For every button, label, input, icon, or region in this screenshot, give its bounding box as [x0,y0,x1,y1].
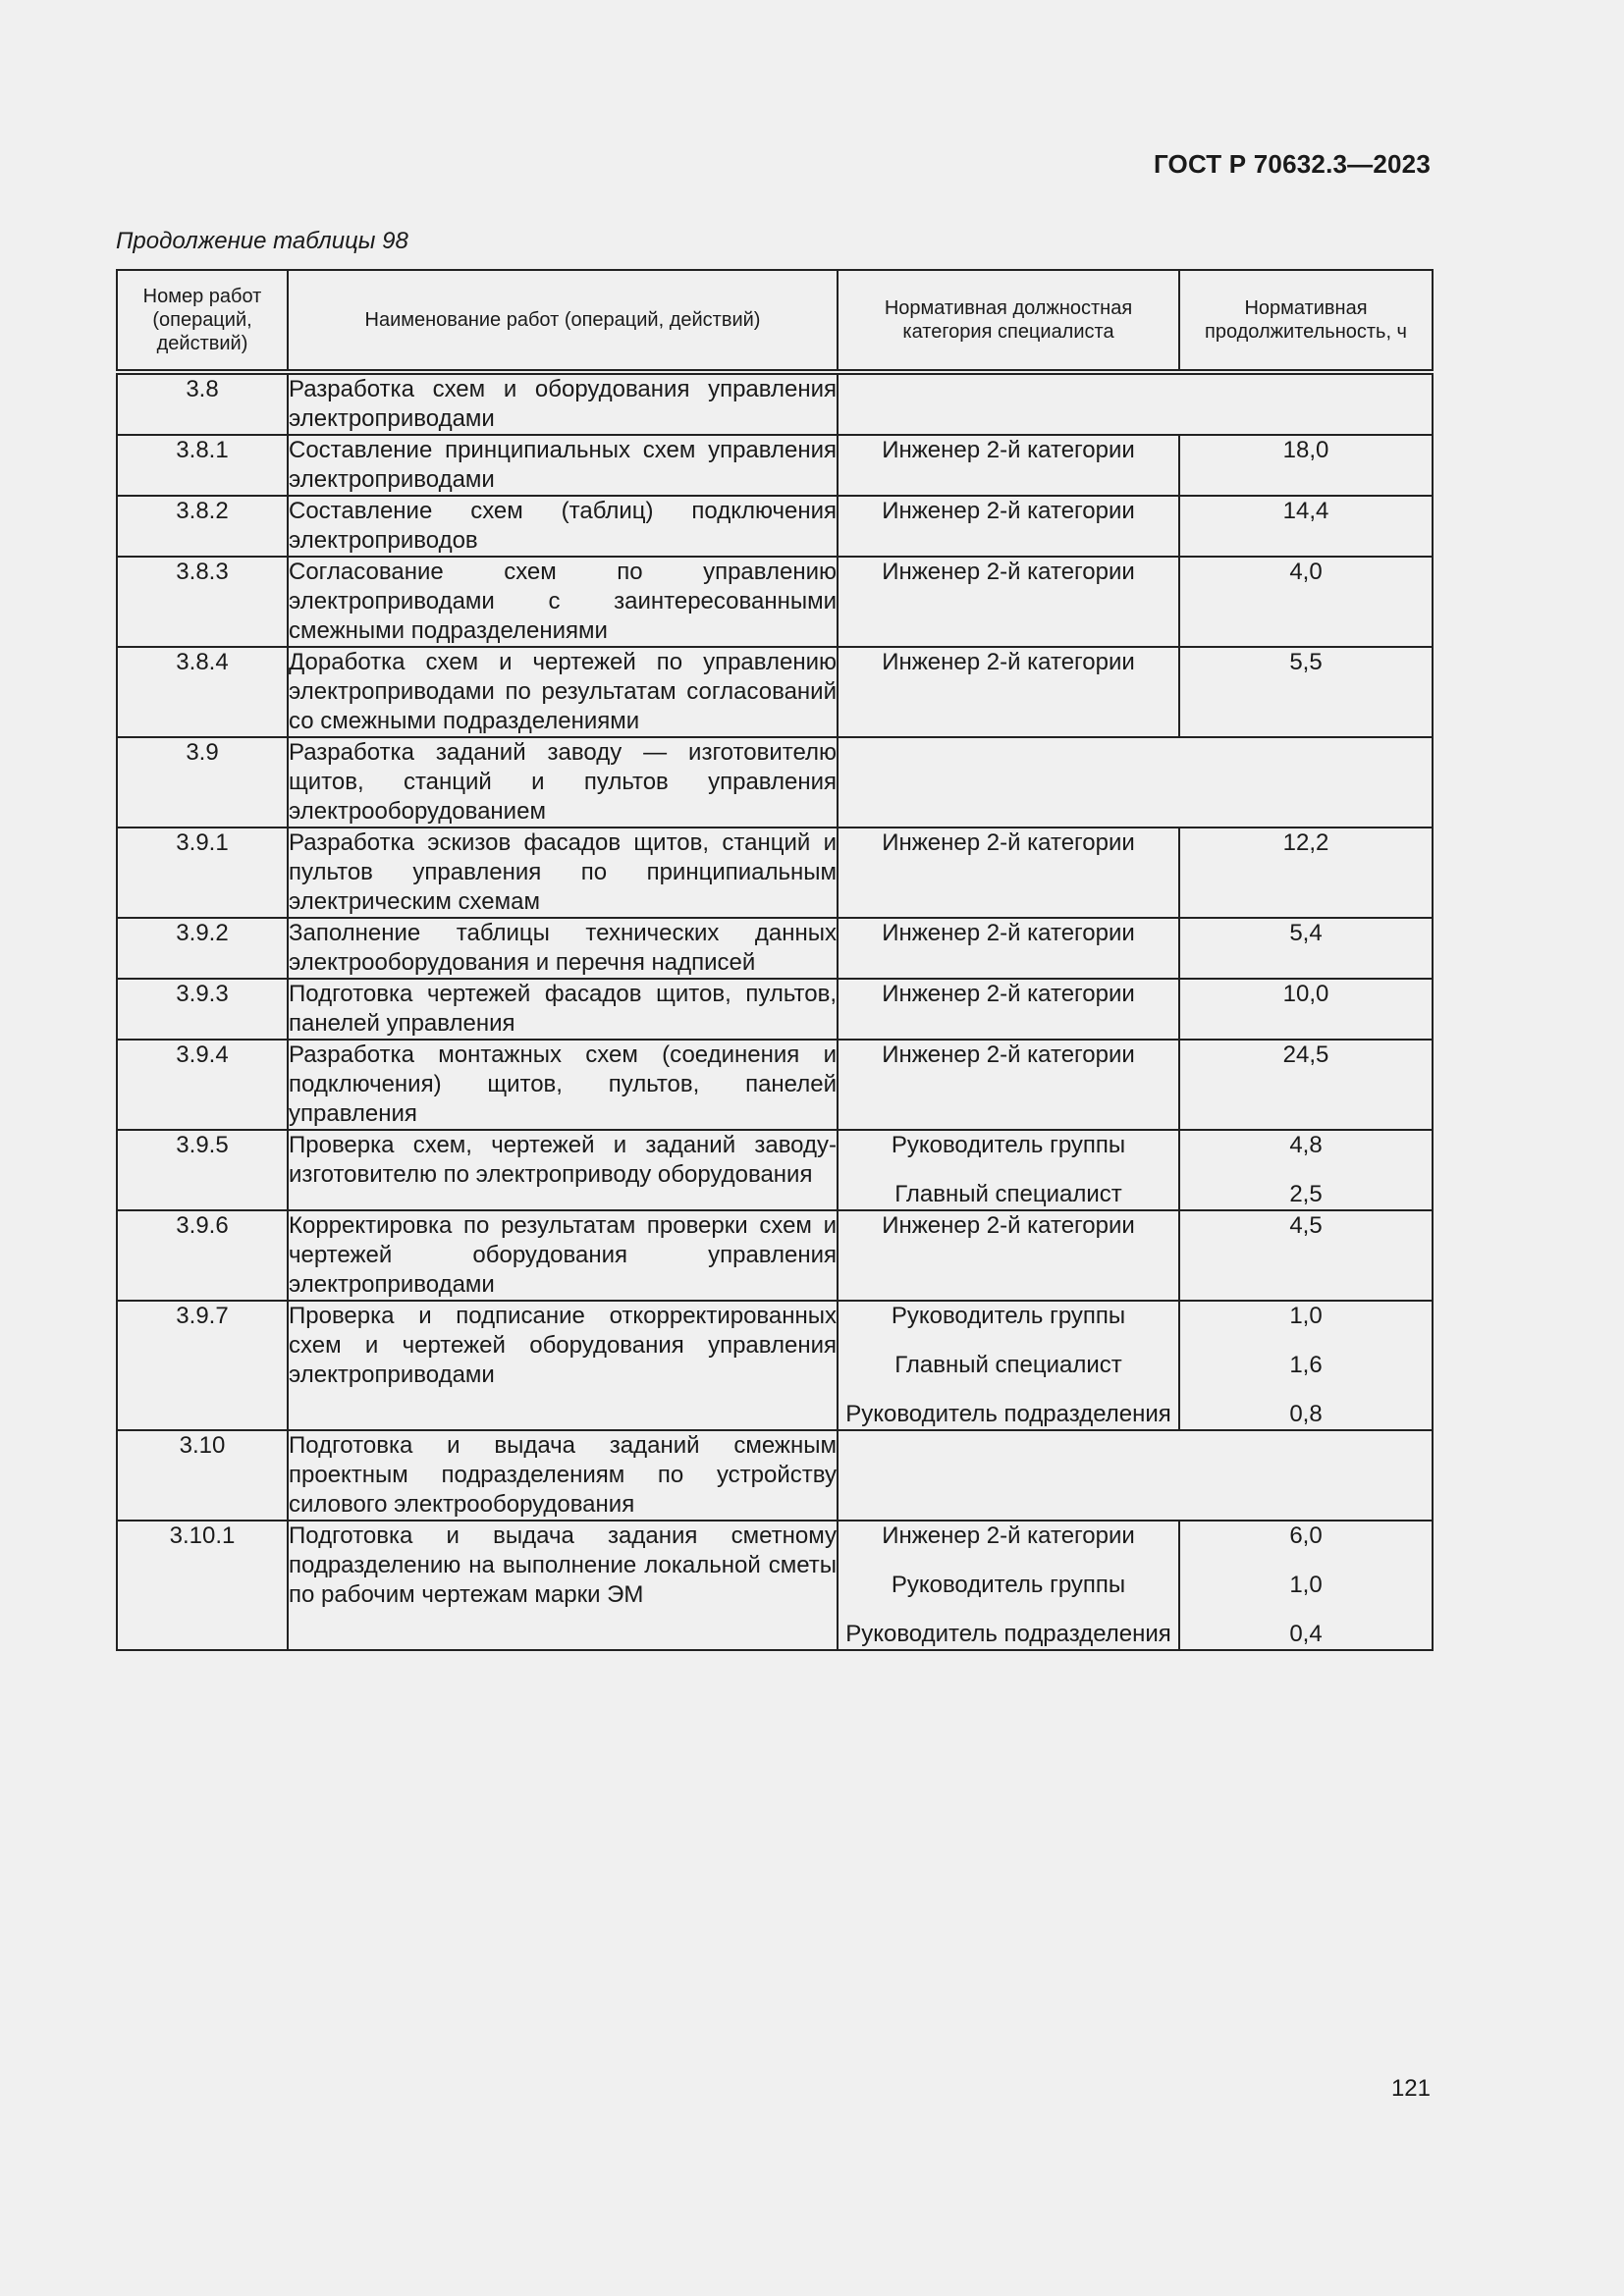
work-name: Разработка эскизов фасадов щитов, станций и пультов управления по принципиальным электрическим схемам [288,828,838,918]
row-number: 3.8.3 [117,557,288,647]
work-name: Подготовка чертежей фасадов щитов, пультов, панелей управления [288,979,838,1040]
table-row [117,435,1433,496]
work-name: Доработка схем и чертежей по управлению электроприводами по результатам согласований со смежными подразделениями [288,647,838,737]
duration-entry: 10,0 [1282,981,1329,1007]
category-entry: Руководитель подразделения [845,1621,1171,1647]
row-number: 3.9.3 [117,979,288,1040]
table-body [117,372,1433,1650]
specialist-category [838,1521,1179,1650]
work-name: Согласование схем по управлению электроприводами с заинтересованными смежными подразделениями [288,557,838,647]
table-row [117,557,1433,647]
row-number: 3.8.1 [117,435,288,496]
category-entry: Руководитель подразделения [845,1401,1171,1427]
category-entry: Инженер 2-й категории [882,437,1135,463]
duration-entry: 1,6 [1289,1352,1323,1378]
empty-section-cell [838,1430,1433,1521]
specialist-category [838,435,1179,496]
work-name: Разработка схем и оборудования управления электроприводами [288,372,838,435]
category-entry: Инженер 2-й категории [882,920,1135,946]
empty-section-cell [838,372,1433,435]
duration [1179,1130,1433,1210]
specialist-category [838,647,1179,737]
duration-entry: 0,4 [1289,1621,1323,1647]
category-entry: Инженер 2-й категории [882,1041,1135,1068]
category-entry: Инженер 2-й категории [882,981,1135,1007]
document-code: ГОСТ Р 70632.3—2023 [1153,149,1431,179]
work-name: Проверка и подписание откорректированных схем и чертежей оборудования управления электроприводами [288,1301,838,1430]
work-name: Составление схем (таблиц) подключения электроприводов [288,496,838,557]
table-row [117,828,1433,918]
column-header-category: Нормативная должностная категория специалиста [838,270,1179,372]
duration [1179,918,1433,979]
category-entry: Главный специалист [894,1352,1122,1378]
duration-entry: 1,0 [1289,1572,1323,1598]
work-name: Заполнение таблицы технических данных электрооборудования и перечня надписей [288,918,838,979]
table-row [117,647,1433,737]
specialist-category [838,918,1179,979]
duration-entry: 0,8 [1289,1401,1323,1427]
table-row [117,1301,1433,1430]
duration-entry: 18,0 [1282,437,1329,463]
duration [1179,557,1433,647]
table-row [117,1040,1433,1130]
norms-table [116,269,1434,1651]
duration-entry: 12,2 [1282,829,1329,856]
column-header-name: Наименование работ (операций, действий) [288,270,838,372]
specialist-category [838,557,1179,647]
column-header-duration: Нормативная продолжительность, ч [1179,270,1433,372]
page-number: 121 [1390,2075,1431,2102]
category-entry: Инженер 2-й категории [882,498,1135,524]
row-number: 3.8.4 [117,647,288,737]
category-entry: Инженер 2-й категории [882,1522,1135,1549]
duration [1179,1301,1433,1430]
work-name: Подготовка и выдача заданий смежным проектным подразделениям по устройству силового электрооборудования [288,1430,838,1521]
table-row [117,496,1433,557]
specialist-category [838,1301,1179,1430]
table-section-row [117,737,1433,828]
specialist-category [838,1210,1179,1301]
work-name: Составление принципиальных схем управления электроприводами [288,435,838,496]
row-number: 3.9.4 [117,1040,288,1130]
duration-entry: 4,5 [1289,1212,1323,1239]
work-name: Подготовка и выдача задания сметному подразделению на выполнение локальной сметы по рабочим чертежам марки ЭМ [288,1521,838,1650]
duration-entry: 5,5 [1289,649,1323,675]
row-number: 3.9.5 [117,1130,288,1210]
duration [1179,435,1433,496]
row-number: 3.8.2 [117,496,288,557]
duration [1179,979,1433,1040]
specialist-category [838,1130,1179,1210]
duration-entry: 2,5 [1289,1181,1323,1207]
empty-section-cell [838,737,1433,828]
row-number: 3.8 [117,372,288,435]
table-caption: Продолжение таблицы 98 [116,228,408,254]
category-entry: Инженер 2-й категории [882,1212,1135,1239]
table-row [117,1521,1433,1650]
work-name: Проверка схем, чертежей и заданий заводу-изготовителю по электроприводу оборудования [288,1130,838,1210]
duration [1179,647,1433,737]
row-number: 3.9.6 [117,1210,288,1301]
table-section-row [117,372,1433,435]
row-number: 3.10.1 [117,1521,288,1650]
specialist-category [838,979,1179,1040]
duration-entry: 4,8 [1289,1132,1323,1158]
duration [1179,828,1433,918]
duration-entry: 1,0 [1289,1303,1323,1329]
category-entry: Инженер 2-й категории [882,649,1135,675]
table-row [117,979,1433,1040]
specialist-category [838,828,1179,918]
duration [1179,1521,1433,1650]
category-entry: Руководитель группы [891,1303,1126,1329]
row-number: 3.9.2 [117,918,288,979]
row-number: 3.9 [117,737,288,828]
duration-entry: 5,4 [1289,920,1323,946]
duration-entry: 4,0 [1289,559,1323,585]
category-entry: Инженер 2-й категории [882,829,1135,856]
work-name: Разработка монтажных схем (соединения и подключения) щитов, пультов, панелей управления [288,1040,838,1130]
duration-entry: 6,0 [1289,1522,1323,1549]
duration-entry: 24,5 [1282,1041,1329,1068]
table-section-row [117,1430,1433,1521]
category-entry: Инженер 2-й категории [882,559,1135,585]
table-row [117,918,1433,979]
category-entry: Руководитель группы [891,1132,1126,1158]
duration [1179,1210,1433,1301]
row-number: 3.10 [117,1430,288,1521]
duration-entry: 14,4 [1282,498,1329,524]
duration [1179,1040,1433,1130]
row-number: 3.9.7 [117,1301,288,1430]
row-number: 3.9.1 [117,828,288,918]
category-entry: Главный специалист [894,1181,1122,1207]
table-row [117,1130,1433,1210]
column-header-number: Номер работ (операций, действий) [117,270,288,372]
table-row [117,1210,1433,1301]
category-entry: Руководитель группы [891,1572,1126,1598]
work-name: Корректировка по результатам проверки схем и чертежей оборудования управления электроприводами [288,1210,838,1301]
specialist-category [838,496,1179,557]
table-header-row [117,270,1433,372]
work-name: Разработка заданий заводу — изготовителю щитов, станций и пультов управления электрооборудованием [288,737,838,828]
duration [1179,496,1433,557]
specialist-category [838,1040,1179,1130]
